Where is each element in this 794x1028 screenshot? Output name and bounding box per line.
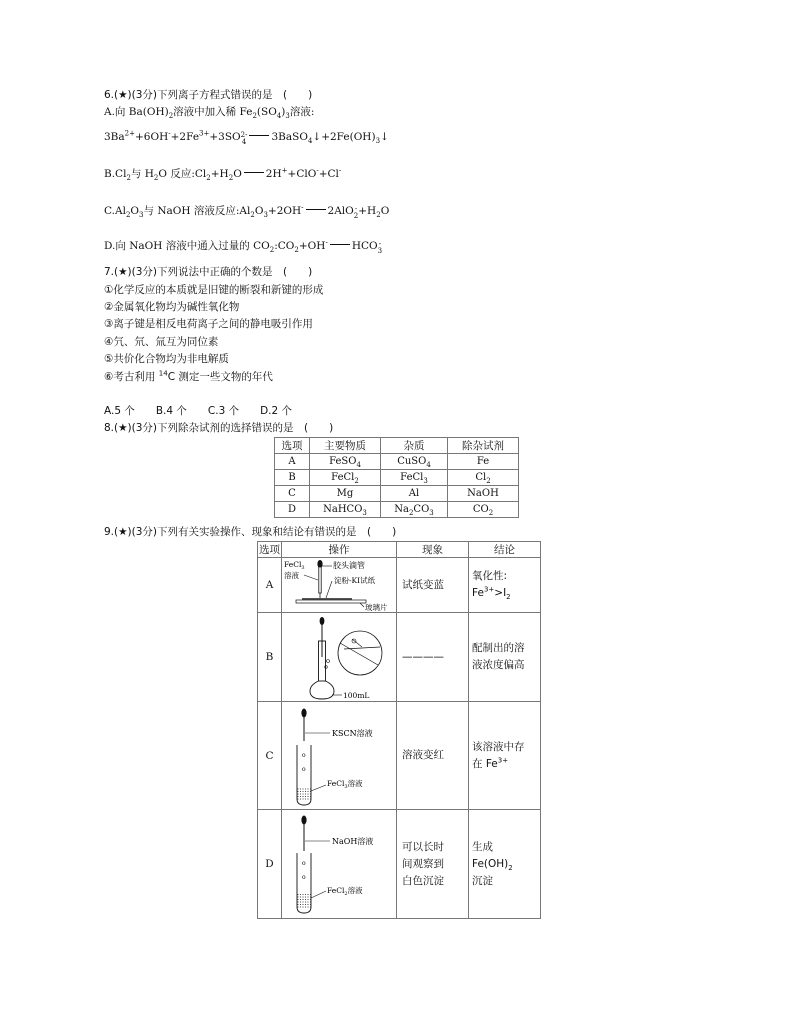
cell: FeSO$_4$ xyxy=(310,454,381,470)
header-cell: 杂质 xyxy=(381,438,448,454)
q7-item-1: ①化学反应的本质就是旧键的断裂和新键的形成 xyxy=(104,284,324,296)
volumetric-flask-icon xyxy=(310,617,334,699)
label-glass-slide: 玻璃片 xyxy=(365,603,388,612)
svg-text:o: o xyxy=(302,859,306,867)
q6-option-a-equation: $3Ba^{2+}+6OH^-+2Fe^{3+}+3SO2-$ 4 $3BaSO_4↓+2Fe(OH)_3↓$ xyxy=(104,129,389,146)
conclusion-cell: 生成 $Fe(OH)_2$ 沉淀 xyxy=(469,810,541,919)
cell: CuSO$_4$ xyxy=(381,454,448,470)
conclusion-cell: 氧化性: $Fe^{3+}>I_2$ xyxy=(469,558,541,613)
cell: $Na_2CO_3$ xyxy=(381,502,448,518)
test-tube-icon xyxy=(297,745,311,805)
svg-text:o: o xyxy=(302,873,306,881)
option-cell: A xyxy=(258,558,282,613)
phenomenon-cell: 可以长时 间观察到 白色沉淀 xyxy=(397,810,469,919)
table-header-row xyxy=(258,542,541,558)
cell: NaHCO$_3$ xyxy=(310,502,381,518)
phenomenon-cell: 溶液变红 xyxy=(397,702,469,810)
label-fecl2-solution: FeCl$_2$溶液 xyxy=(327,885,363,897)
phenomenon-cell: 试纸变蓝 xyxy=(397,558,469,613)
cell: NaOH xyxy=(448,486,519,502)
header-cell: 现象 xyxy=(397,542,469,558)
q6-option-a: A.向 $Ba(OH)_2$溶液中加入稀 $Fe_2(SO_4)_3$溶液: xyxy=(104,106,315,121)
cell: $Cl_2$ xyxy=(448,470,519,486)
magnified-view-circle xyxy=(338,631,382,675)
option-cell: D xyxy=(258,810,282,919)
label-fecl3: FeCl$_3$ xyxy=(284,560,305,571)
test-tube-icon xyxy=(297,853,311,913)
label-dropper: 胶头滴管 xyxy=(333,561,365,570)
table-row xyxy=(258,558,541,613)
operation-cell xyxy=(282,810,397,919)
header-cell: 结论 xyxy=(469,542,541,558)
q7-item-3: ③离子键是相反电荷离子之间的静电吸引作用 xyxy=(104,318,313,330)
q7-options: A.5 个 B.4 个 C.3 个 D.2 个 xyxy=(104,405,293,417)
table-row xyxy=(258,613,541,702)
label-naoh: NaOH溶液 xyxy=(332,836,374,846)
table-row xyxy=(275,502,519,518)
q7-item-5: ⑤共价化合物均为非电解质 xyxy=(104,353,229,365)
table-header-row xyxy=(275,438,519,454)
cell: C xyxy=(275,486,310,502)
q6-stem: 6.(★)(3分)下列离子方程式错误的是 ( ) xyxy=(104,89,313,101)
cell: Mg xyxy=(310,486,381,502)
cell: Al xyxy=(381,486,448,502)
glass-slide xyxy=(296,600,366,603)
q7-item-6: ⑥考古利用 $^{14}$C 测定一些文物的年代 xyxy=(104,369,273,383)
option-cell: B xyxy=(258,613,282,702)
cell: FeCl$_2$ xyxy=(310,470,381,486)
equals-line xyxy=(306,209,326,210)
table-row xyxy=(275,486,519,502)
header-cell: 操作 xyxy=(282,542,397,558)
header-cell: 主要物质 xyxy=(310,438,381,454)
cell: A xyxy=(275,454,310,470)
header-cell: 选项 xyxy=(258,542,282,558)
cell: B xyxy=(275,470,310,486)
diagram-c-kscn-test xyxy=(282,703,396,809)
q9-stem: 9.(★)(3分)下列有关实验操作、现象和结论有错误的是 ( ) xyxy=(104,526,397,538)
svg-text:o: o xyxy=(302,751,306,759)
operation-cell xyxy=(282,558,397,613)
dropper-icon xyxy=(301,815,306,851)
header-cell: 除杂试剂 xyxy=(448,438,519,454)
diagram-b-volumetric-flask xyxy=(282,613,396,701)
svg-text:o: o xyxy=(302,765,306,773)
cell: D xyxy=(275,502,310,518)
option-cell: C xyxy=(258,702,282,810)
q8-stem: 8.(★)(3分)下列除杂试剂的选择错误的是 ( ) xyxy=(104,422,334,434)
table-row xyxy=(275,454,519,470)
diagram-d-naoh-test xyxy=(282,811,396,918)
q7-stem: 7.(★)(3分)下列说法中正确的个数是 ( ) xyxy=(104,266,313,278)
label-ki-paper: 淀粉-KI试纸 xyxy=(334,576,376,585)
q9-table xyxy=(257,541,541,919)
equals-line xyxy=(244,172,264,173)
q7-item-4: ④氕、氘、氚互为同位素 xyxy=(104,336,219,348)
q7-item-2: ②金属氧化物均为碱性氧化物 xyxy=(104,301,240,313)
phenomenon-cell: ———— xyxy=(397,613,469,702)
table-row xyxy=(275,470,519,486)
label-kscn: KSCN溶液 xyxy=(332,728,373,738)
conclusion-cell: 配制出的溶 液浓度偏高 xyxy=(469,613,541,702)
cell: Fe xyxy=(448,454,519,470)
q6-option-b: $B.Cl_2$与 $H_2O$ 反应$:Cl_2+H_2O$ 2H++ClO-+Cl- xyxy=(104,166,342,183)
header-cell: 选项 xyxy=(275,438,310,454)
label-fecl3-solution: FeCl$_3$溶液 xyxy=(327,778,363,790)
diagram-a-ki-paper-test xyxy=(282,558,396,612)
q6-option-d: D.向 NaOH 溶液中通入过量的 $CO_2:CO_2+OH^-$ HCO- 3 xyxy=(104,238,383,255)
label-fecl3-solution: 溶液 xyxy=(284,571,299,580)
dropper-icon xyxy=(301,708,306,741)
operation-cell xyxy=(282,613,397,702)
cell: FeCl$_3$ xyxy=(381,470,448,486)
equals-line xyxy=(249,135,269,136)
operation-cell xyxy=(282,702,397,810)
table-row xyxy=(258,702,541,810)
dropper-icon xyxy=(317,560,322,598)
equals-line xyxy=(330,244,350,245)
q8-table xyxy=(274,437,519,518)
label-100ml: 100mL xyxy=(343,691,370,700)
cell: $CO_2$ xyxy=(448,502,519,518)
table-row xyxy=(258,810,541,919)
conclusion-cell: 该溶液中存 在 $Fe^{3+}$ xyxy=(469,702,541,810)
q6-option-c: $C.Al_2O_3$与 NaOH 溶液反应$:Al_2O_3+2OH^-$ 2AlO- $2+H_2O$ xyxy=(104,203,390,220)
